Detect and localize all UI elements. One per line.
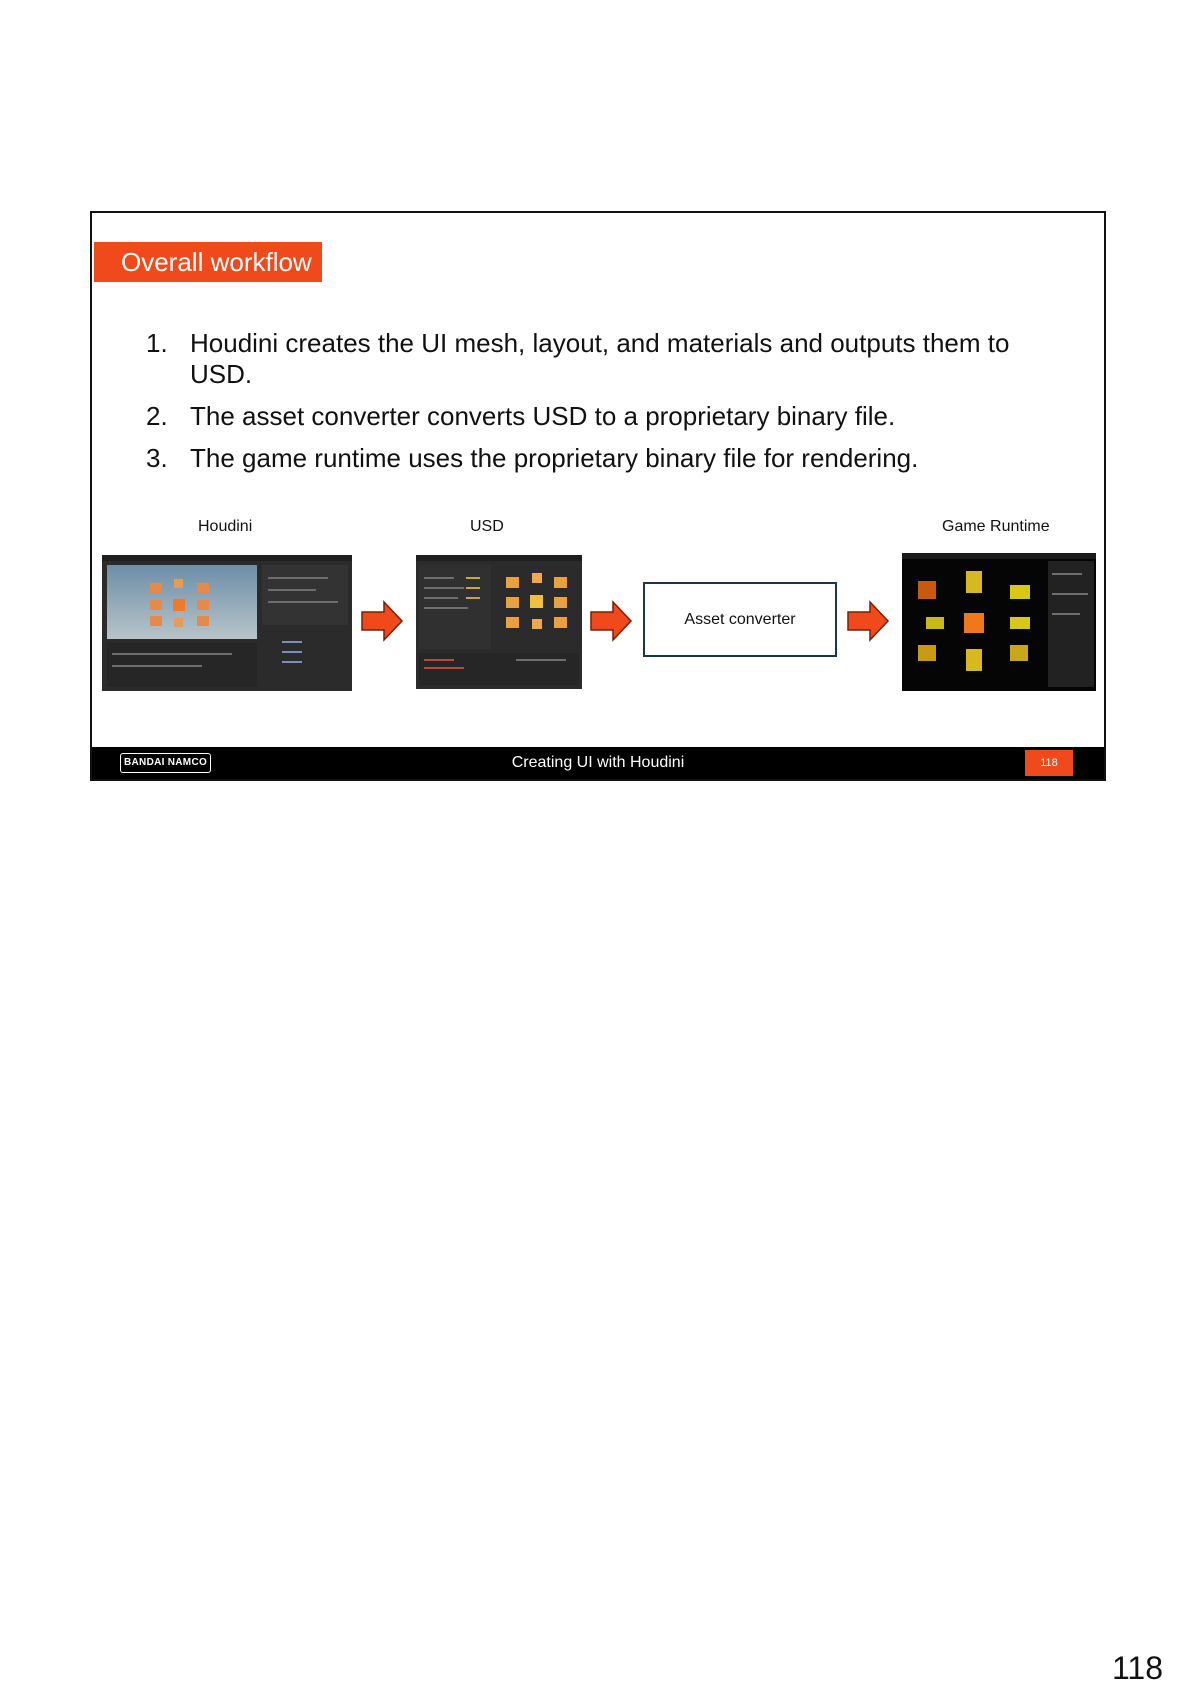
arrow-right-icon — [589, 599, 633, 643]
step-text: The game runtime uses the proprietary binary file for rendering. — [190, 443, 919, 473]
step-item — [146, 443, 1076, 474]
game-runtime-screenshot — [902, 553, 1096, 691]
asset-converter-label: Asset converter — [684, 610, 796, 628]
slide — [90, 211, 1106, 781]
step-item — [146, 401, 1076, 432]
slide-number-badge: 118 — [1025, 750, 1073, 776]
footer-title: Creating UI with Houdini — [511, 754, 685, 771]
arrow-right-icon — [360, 599, 404, 643]
workflow-steps — [146, 328, 1076, 485]
page-number: 118 — [1111, 1650, 1163, 1686]
slide-title: Overall workflow — [94, 242, 322, 282]
step-number: 2. — [146, 401, 168, 431]
houdini-label: Houdini — [198, 518, 253, 535]
usd-label: USD — [470, 518, 504, 535]
runtime-label: Game Runtime — [942, 518, 1050, 535]
asset-converter-box — [643, 582, 837, 657]
step-item — [146, 328, 1076, 390]
arrow-right-icon — [846, 599, 890, 643]
houdini-screenshot — [102, 555, 352, 691]
usd-screenshot — [416, 555, 582, 689]
step-number: 1. — [146, 328, 168, 358]
step-text: The asset converter converts USD to a proprietary binary file. — [190, 401, 896, 431]
bandai-namco-logo: BANDAI NAMCO — [120, 753, 211, 773]
slide-footer — [92, 747, 1104, 779]
step-number: 3. — [146, 443, 168, 473]
step-text: Houdini creates the UI mesh, layout, and materials and outputs them to USD. — [190, 328, 1010, 389]
